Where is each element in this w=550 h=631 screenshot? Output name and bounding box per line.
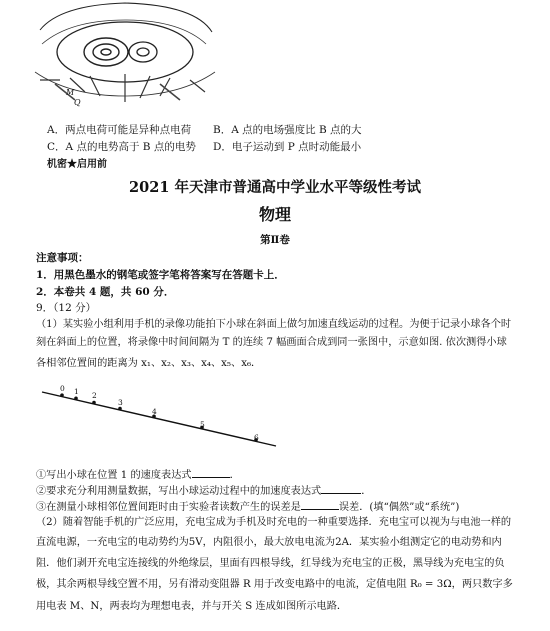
exam-title: 2021 年天津市普通高中学业水平等级性考试 [129,179,421,196]
point-label-m: M [66,88,75,97]
dot-label-2: 2 [92,391,97,400]
notice-heading: 注意事项： [36,252,89,264]
ball-position-3 [118,407,122,411]
part2-line-3: 阻．他们剥开充电宝连接线的外绝缘层，里面有四根导线，红导线为充电宝的正极，黑导线为充电宝的负 [36,558,505,569]
point-label-q: Q [74,98,81,107]
part2-line-4: 极，其余两根导线空置不用，另有滑动变阻器 R 用于改变电路中的电流，定值电阻 R₀ = 3Ω，两只数字多 [36,579,513,590]
option-c: C．A 点的电势高于 B 点的电势 [47,141,196,153]
ball-position-0 [60,393,64,397]
answer-blank-1[interactable] [192,466,230,478]
dot-label-4: 4 [152,407,157,416]
part1-line-3: 各相邻位置间的距离为 x₁、x₂、x₃、x₄、x₅、x₆． [36,358,262,369]
question-number: 9．（12 分） [36,302,97,314]
notice-2: 2．本卷共 4 题，共 60 分． [36,286,175,298]
ball-position-1 [74,397,78,401]
incline-positions-figure [40,380,280,455]
part2-line-2: 直流电源，一充电宝的电动势约为5V，内阻很小，最大放电电流为2A．某实验小组测定它的电动势和内 [36,537,502,548]
notice-1: 1．用黑色墨水的钢笔或签字笔将答案写在答题卡上． [36,269,285,281]
option-d: D．电子运动到 P 点时动能最小 [213,141,362,153]
secret-mark: 机密★启用前 [47,159,107,170]
sub-question-3: ③在测量小球相邻位置间距时由于实验者读数产生的误差是 误差．(填“偶然”或“系统”) [36,498,459,515]
option-a: A．两点电荷可能是异种点电荷 [47,124,192,136]
answer-blank-2[interactable] [321,482,361,494]
part2-line-1: （2）随着智能手机的广泛应用，充电宝成为手机及时充电的一种重要选择．充电宝可以视为与电池一样的 [36,517,512,528]
dot-label-1: 1 [74,387,79,396]
part1-line-1: （1）某实验小组利用手机的录像功能拍下小球在斜面上做匀加速直线运动的过程。为便于记录小球各个时 [36,319,512,330]
subject-title: 物理 [258,205,291,224]
dot-label-0: 0 [60,384,65,393]
dot-label-6: 6 [254,433,259,442]
dot-label-3: 3 [118,398,123,407]
part2-line-5: 用电表 M、N，两表均为理想电表，并与开关 S 连成如图所示电路． [36,601,348,612]
volume-label: 第Ⅱ卷 [260,234,290,246]
ball-position-2 [92,401,96,405]
sub-question-2: ②要求充分利用测量数据，写出小球运动过程中的加速度表达式 ． [36,482,371,499]
answer-blank-3[interactable] [301,498,339,510]
part1-line-2: 刻在斜面上的位置，将录像中时间间隔为 T 的连续 7 幅画面合成到同一张图中，示意如图. 依次测得小球 [36,337,507,348]
sub-question-1: ①写出小球在位置 1 的速度表达式 ． [36,466,240,483]
option-b: B．A 点的电场强度比 B 点的大 [213,124,362,136]
electric-field-figure [30,0,220,112]
dot-label-5: 5 [200,420,205,429]
